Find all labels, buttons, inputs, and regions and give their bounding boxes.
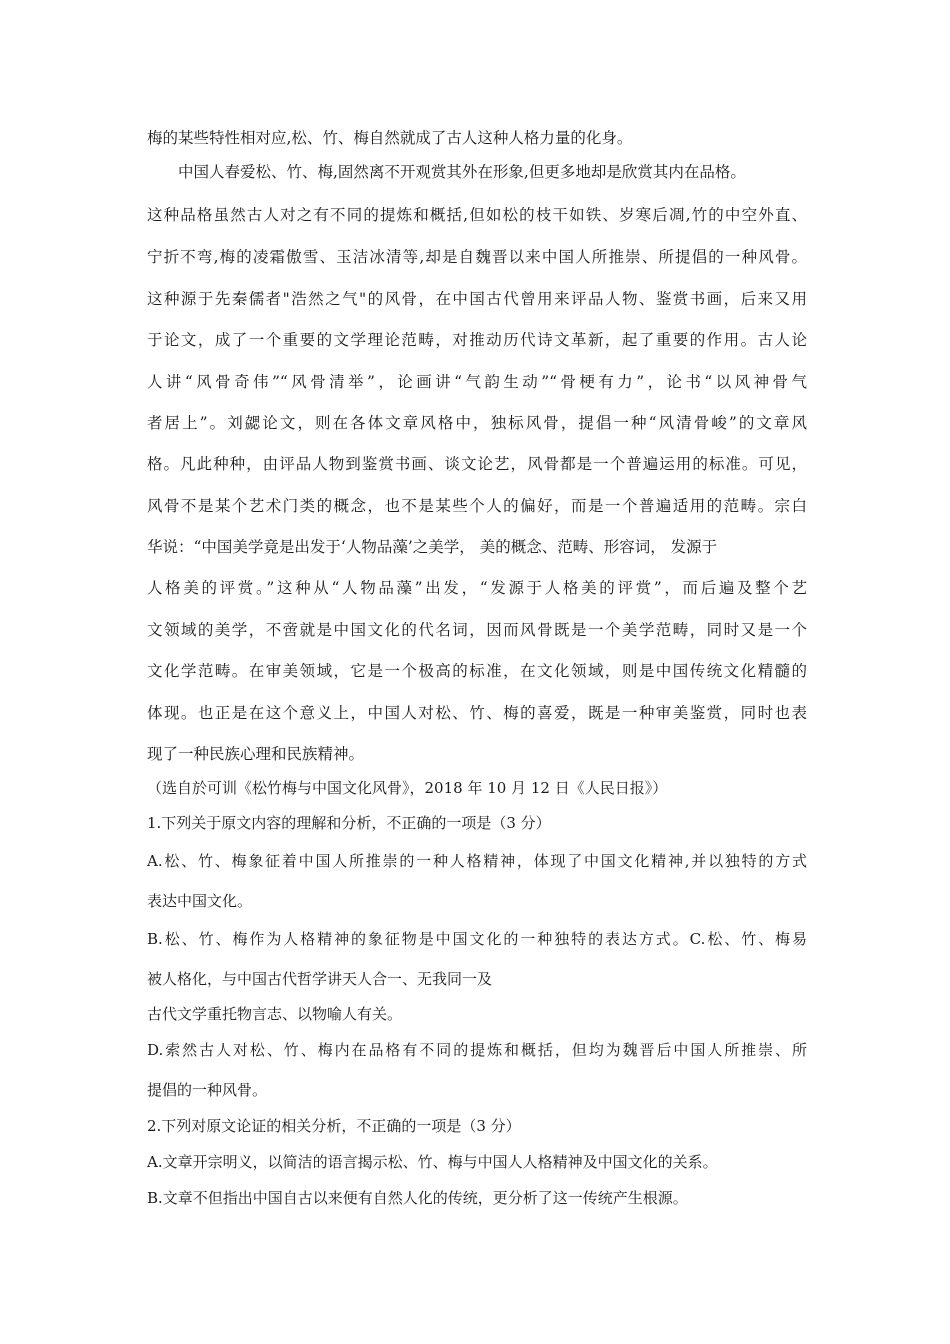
passage-line: 中国人春爱松、竹、梅,固然离不开观赏其外在形象,但更多地却是欣赏其内在品格。 <box>178 163 746 181</box>
passage-line: 文化学范畴。在审美领域，它是一个极高的标准，在文化领域，则是中国传统文化精髓的 <box>147 662 807 680</box>
question-1-option-c-cont: 被人格化，与中国古代哲学讲天人合一、无我同一及 <box>147 970 493 988</box>
question-1-option-a-cont: 表达中国文化。 <box>147 892 253 910</box>
passage-line: 体现。也正是在这个意义上，中国人对松、竹、梅的喜爱，既是一种审美鉴赏，同时也表 <box>147 704 807 722</box>
question-1-option-d: D.索然古人对松、竹、梅内在品格有不同的提炼和概括，但均为魏晋后中国人所推崇、所 <box>147 1041 807 1059</box>
passage-line: 文领域的美学，不啻就是中国文化的代名词，因而风骨既是一个美学范畴，同时又是一个 <box>147 621 807 639</box>
passage-line: 风骨不是某个艺术门类的概念，也不是某些个人的偏好，而是一个普遍适用的范畴。宗白 <box>147 497 807 515</box>
passage-line: 者居上”。刘勰论文，则在各体文章风格中，独标风骨，提倡一种“风清骨峻”的文章风 <box>147 414 807 432</box>
passage-line: 人格美的评赏。”这种从“人物品藻”出发，“发源于人格美的评赏”，而后遍及整个艺 <box>147 579 807 597</box>
passage-line: 华说：“中国美学竟是出发于‘人物品藻’之美学， 美的概念、范畴、形容词， 发源于 <box>147 538 718 556</box>
question-2-stem: 2.下列对原文论证的相关分析，不正确的一项是（3 分） <box>147 1117 521 1135</box>
passage-line: 格。凡此种种，由评品人物到鉴赏书画、谈文论艺，风骨都是一个普遍运用的标准。可见， <box>147 455 807 473</box>
question-1-option-c-cont: 古代文学重托物言志、以物喻人有关。 <box>147 1005 403 1023</box>
question-1-option-b: B.松、竹、梅作为人格精神的象征物是中国文化的一种独特的表达方式。C.松、竹、梅易 <box>147 930 807 948</box>
passage-line: 梅的某些特性相对应,松、竹、梅自然就成了古人这种人格力量的化身。 <box>147 129 633 147</box>
passage-line: 现了一种民族心理和民族精神。 <box>147 745 365 763</box>
passage-line: 这种源于先秦儒者"浩然之气"的风骨，在中国古代曾用来评品人物、鉴赏书画，后来又用 <box>147 290 807 308</box>
question-1-option-d-cont: 提倡的一种风骨。 <box>147 1081 268 1099</box>
passage-line: 这种品格虽然古人对之有不同的提炼和概括,但如松的枝干如铁、岁寒后凋,竹的中空外直、 <box>147 206 807 224</box>
question-2-option-a: A.文章开宗明义，以简洁的语言揭示松、竹、梅与中国人人格精神及中国文化的关系。 <box>147 1153 718 1171</box>
passage-source: （选自於可训《松竹梅与中国文化风骨》，2018 年 10 月 12 日《人民日报》） <box>147 779 668 797</box>
passage-line: 宁折不弯,梅的凌霜傲雪、玉洁冰清等,却是自魏晋以来中国人所推崇、所提倡的一种风骨。 <box>147 248 807 266</box>
question-2-option-b: B.文章不但指出中国自古以来便有自然人化的传统，更分析了这一传统产生根源。 <box>147 1189 688 1207</box>
question-1-option-a: A.松、竹、梅象征着中国人所推崇的一种人格精神，体现了中国文化精神,并以独特的方式 <box>147 852 807 870</box>
passage-line: 人讲“风骨奇伟”“风骨清举”，论画讲“气韵生动”“骨梗有力”，论书“以风神骨气 <box>147 373 807 391</box>
question-1-stem: 1.下列关于原文内容的理解和分析，不正确的一项是（3 分） <box>147 814 551 832</box>
passage-line: 于论文，成了一个重要的文学理论范畴，对推动历代诗文革新，起了重要的作用。古人论 <box>147 331 807 349</box>
